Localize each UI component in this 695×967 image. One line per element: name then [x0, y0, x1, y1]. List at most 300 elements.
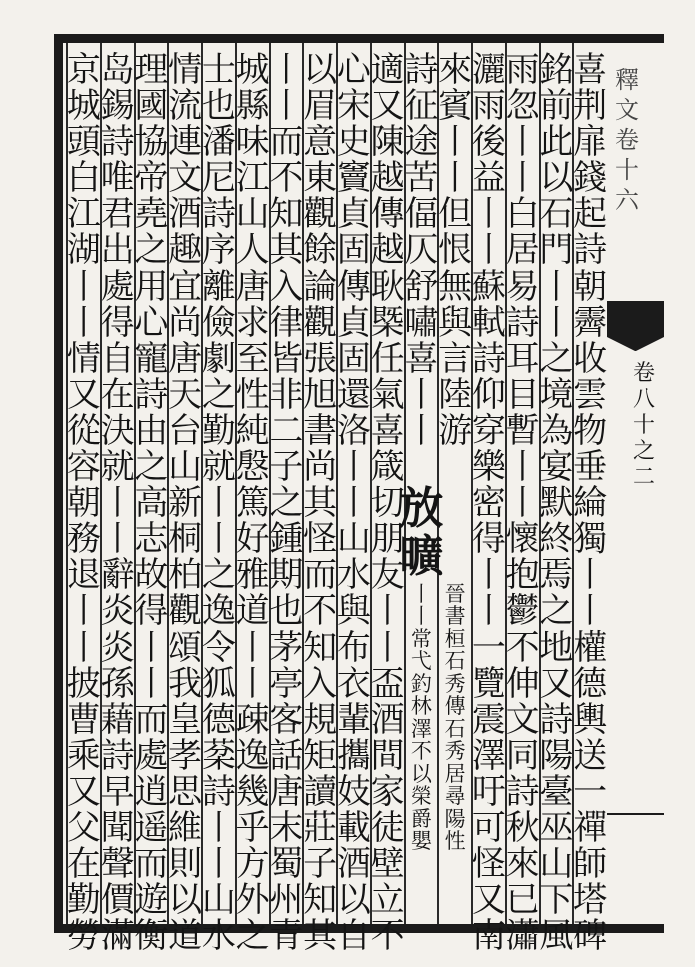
- glyph: 覽: [471, 663, 506, 704]
- glyph: 喜: [573, 50, 608, 90]
- glyph: 洛: [336, 410, 371, 451]
- glyph: 雨: [471, 86, 506, 127]
- glyph: 二: [632, 465, 655, 490]
- glyph: 律: [269, 302, 304, 343]
- glyph: 仰: [471, 374, 506, 415]
- glyph: 心: [336, 50, 371, 90]
- glyph: 其: [269, 230, 304, 271]
- glyph: 知: [303, 880, 338, 921]
- glyph: 瀟: [505, 916, 540, 957]
- glyph: 也: [269, 591, 304, 632]
- glyph: 期: [269, 555, 304, 596]
- glyph: 協: [134, 122, 169, 163]
- glyph: 知: [303, 627, 338, 668]
- glyph: 志: [134, 519, 169, 560]
- glyph: 山: [539, 844, 574, 885]
- glyph: 情: [168, 50, 203, 90]
- glyph: 越: [370, 230, 405, 271]
- glyph: 由: [134, 410, 169, 451]
- annotation-glyph: 尋: [444, 784, 466, 809]
- glyph: 密: [471, 483, 506, 524]
- glyph: 盃: [370, 663, 405, 704]
- glyph: 釋: [615, 66, 639, 94]
- glyph: 銘: [539, 50, 574, 90]
- glyph: 起: [573, 194, 608, 235]
- entry-annotation: [441, 583, 469, 853]
- glyph: 越: [370, 158, 405, 199]
- glyph: 乎: [235, 807, 270, 848]
- annotation-glyph: 丨: [410, 604, 432, 629]
- glyph: 可: [471, 807, 506, 848]
- glyph: 之: [134, 447, 169, 488]
- glyph: 山: [201, 880, 236, 921]
- entry-headword: [395, 485, 447, 581]
- glyph: 慇: [235, 447, 270, 488]
- glyph: 伸: [505, 663, 540, 704]
- glyph: 丨: [505, 158, 540, 199]
- glyph: 好: [235, 519, 270, 560]
- glyph: 君: [100, 194, 135, 235]
- glyph: 默: [539, 483, 574, 524]
- glyph: 地: [539, 627, 574, 668]
- glyph: 思: [168, 771, 203, 812]
- glyph: 適: [370, 50, 405, 90]
- glyph: 風: [539, 916, 574, 957]
- glyph: 又: [539, 663, 574, 704]
- glyph: 逸: [201, 591, 236, 632]
- glyph: 丨: [471, 230, 506, 271]
- annotation-glyph: 石: [444, 716, 466, 741]
- glyph: 朝: [66, 483, 101, 524]
- glyph: 不: [303, 591, 338, 632]
- glyph: 丨: [438, 158, 473, 199]
- glyph: 方: [235, 844, 270, 885]
- glyph: 辭: [100, 555, 135, 596]
- glyph: 六: [615, 186, 639, 214]
- glyph: 心: [134, 302, 169, 343]
- glyph: 震: [471, 699, 506, 740]
- frame-top-border: [54, 34, 664, 43]
- glyph: 二: [269, 410, 304, 451]
- glyph: 棻: [201, 735, 236, 776]
- annotation-glyph: 林: [410, 694, 432, 719]
- glyph: 孝: [168, 735, 203, 776]
- glyph: 偪: [404, 194, 439, 235]
- annotation-glyph: 榮: [410, 784, 432, 809]
- glyph: 之: [201, 374, 236, 415]
- glyph: 垂: [573, 447, 608, 488]
- glyph: 途: [404, 122, 439, 163]
- annotation-glyph: 秀: [444, 739, 466, 764]
- glyph: 帝: [134, 158, 169, 199]
- glyph: 易: [505, 266, 540, 307]
- glyph: 逸: [235, 735, 270, 776]
- glyph: 而: [134, 844, 169, 885]
- glyph: 入: [303, 663, 338, 704]
- glyph: 又: [66, 374, 101, 415]
- glyph: 載: [336, 807, 371, 848]
- glyph: 終: [539, 519, 574, 560]
- glyph: 非: [269, 374, 304, 415]
- glyph: 聞: [100, 807, 135, 848]
- annotation-glyph: 性: [444, 829, 466, 854]
- glyph: 江: [66, 194, 101, 235]
- glyph: 怪: [303, 519, 338, 560]
- glyph: 丨: [404, 410, 439, 451]
- glyph: 丨: [201, 519, 236, 560]
- glyph: 文: [505, 699, 540, 740]
- annotation-glyph: 嬰: [410, 829, 432, 854]
- glyph: 衡: [134, 916, 169, 957]
- glyph: 丨: [100, 483, 135, 524]
- glyph: 末: [269, 807, 304, 848]
- glyph: 竇: [336, 158, 371, 199]
- glyph: 炎: [100, 627, 135, 668]
- glyph: 父: [66, 807, 101, 848]
- glyph: 台: [168, 410, 203, 451]
- glyph: 已: [505, 880, 540, 921]
- glyph: 以: [303, 50, 338, 90]
- glyph: 頭: [66, 122, 101, 163]
- glyph: 勞: [66, 916, 101, 957]
- glyph: 丨: [336, 483, 371, 524]
- glyph: 山: [235, 194, 270, 235]
- glyph: 權: [573, 627, 608, 668]
- glyph: 丨: [235, 627, 270, 668]
- glyph: 朋: [370, 519, 405, 560]
- glyph: 樂: [471, 447, 506, 488]
- glyph: 蘇: [471, 266, 506, 307]
- glyph: 茅: [269, 627, 304, 668]
- fish-tail-notch: [607, 337, 664, 351]
- glyph: 宜: [168, 266, 203, 307]
- glyph: 東: [303, 158, 338, 199]
- glyph: 丨: [471, 555, 506, 596]
- glyph: 之: [269, 483, 304, 524]
- glyph: 疎: [235, 699, 270, 740]
- glyph: 輩: [336, 699, 371, 740]
- annotation-glyph: 弋: [410, 649, 432, 674]
- glyph: 容: [66, 447, 101, 488]
- glyph: 旭: [303, 374, 338, 415]
- glyph: 來: [505, 844, 540, 885]
- glyph: 得: [100, 302, 135, 343]
- glyph: 退: [66, 555, 101, 596]
- glyph: 故: [134, 555, 169, 596]
- glyph: 話: [269, 735, 304, 776]
- glyph: 以: [539, 158, 574, 199]
- glyph: 詩: [201, 194, 236, 235]
- glyph: 之: [201, 555, 236, 596]
- glyph: 丨: [505, 122, 540, 163]
- glyph: 篤: [235, 483, 270, 524]
- glyph: 槩: [370, 302, 405, 343]
- glyph: 物: [573, 410, 608, 451]
- text-column: [61, 50, 107, 957]
- glyph: 狐: [201, 663, 236, 704]
- glyph: 聲: [100, 844, 135, 885]
- annotation-glyph: 陽: [444, 806, 466, 831]
- glyph: 與: [336, 591, 371, 632]
- glyph: 仄: [404, 230, 439, 271]
- center-margin: [607, 43, 664, 924]
- glyph: 收: [573, 338, 608, 379]
- glyph: 之: [539, 591, 574, 632]
- glyph: 連: [168, 122, 203, 163]
- glyph: 知: [269, 194, 304, 235]
- glyph: 天: [168, 374, 203, 415]
- glyph: 雅: [235, 555, 270, 596]
- glyph: 送: [573, 735, 608, 776]
- glyph: 目: [505, 374, 540, 415]
- glyph: 詩: [134, 374, 169, 415]
- glyph: 丨: [100, 519, 135, 560]
- glyph: 塔: [573, 880, 608, 921]
- glyph: 高: [134, 483, 169, 524]
- glyph: 卷: [615, 126, 639, 154]
- glyph: 江: [235, 158, 270, 199]
- glyph: 耳: [505, 338, 540, 379]
- glyph: 不: [370, 916, 405, 957]
- glyph: 又: [471, 880, 506, 921]
- headword-glyph: 放: [399, 483, 444, 535]
- glyph: 以: [168, 880, 203, 921]
- annotation-glyph: 書: [444, 604, 466, 629]
- glyph: 縣: [235, 86, 270, 127]
- glyph: 出: [100, 230, 135, 271]
- glyph: 游: [438, 410, 473, 451]
- glyph: 焉: [539, 555, 574, 596]
- glyph: 暫: [505, 410, 540, 451]
- headword-glyph: 曠: [399, 531, 444, 583]
- glyph: 決: [100, 410, 135, 451]
- glyph: 入: [269, 266, 304, 307]
- glyph: 扉: [573, 122, 608, 163]
- glyph: 而: [303, 555, 338, 596]
- glyph: 滿: [100, 916, 135, 957]
- glyph: 丨: [269, 86, 304, 127]
- glyph: 人: [235, 230, 270, 271]
- glyph: 為: [539, 410, 574, 451]
- glyph: 固: [336, 338, 371, 379]
- annotation-glyph: 丨: [410, 581, 432, 606]
- glyph: 丨: [505, 447, 540, 488]
- glyph: 山: [336, 519, 371, 560]
- glyph: 書: [303, 410, 338, 451]
- glyph: 子: [269, 447, 304, 488]
- glyph: 士: [201, 50, 236, 90]
- juan-number: [625, 361, 663, 491]
- glyph: 怪: [471, 844, 506, 885]
- glyph: 莊: [303, 807, 338, 848]
- glyph: 石: [539, 194, 574, 235]
- glyph: 曹: [66, 699, 101, 740]
- glyph: 我: [168, 663, 203, 704]
- glyph: 觀: [168, 591, 203, 632]
- glyph: 巫: [539, 807, 574, 848]
- glyph: 此: [539, 122, 574, 163]
- glyph: 固: [336, 230, 371, 271]
- glyph: 唯: [100, 158, 135, 199]
- glyph: 道: [235, 591, 270, 632]
- glyph: 維: [168, 807, 203, 848]
- glyph: 丨: [539, 302, 574, 343]
- glyph: 新: [168, 483, 203, 524]
- glyph: 切: [370, 483, 405, 524]
- glyph: 白: [66, 158, 101, 199]
- glyph: 趣: [168, 230, 203, 271]
- glyph: 任: [370, 338, 405, 379]
- glyph: 又: [66, 771, 101, 812]
- glyph: 軾: [471, 302, 506, 343]
- glyph: 立: [370, 880, 405, 921]
- glyph: 丨: [370, 591, 405, 632]
- glyph: 抱: [505, 555, 540, 596]
- glyph: 詩: [100, 122, 135, 163]
- glyph: 陽: [539, 735, 574, 776]
- glyph: 性: [235, 374, 270, 415]
- glyph: 劇: [201, 338, 236, 379]
- glyph: 傳: [370, 194, 405, 235]
- glyph: 詩: [471, 338, 506, 379]
- glyph: 味: [235, 122, 270, 163]
- glyph: 家: [370, 771, 405, 812]
- glyph: 務: [66, 519, 101, 560]
- glyph: 丨: [404, 374, 439, 415]
- glyph: 理: [134, 50, 169, 90]
- annotation-glyph: 石: [444, 649, 466, 674]
- glyph: 前: [539, 86, 574, 127]
- glyph: 唐: [269, 771, 304, 812]
- glyph: 鬱: [505, 591, 540, 632]
- glyph: 與: [438, 302, 473, 343]
- glyph: 丨: [370, 627, 405, 668]
- glyph: 丨: [336, 447, 371, 488]
- glyph: 獨: [573, 519, 608, 560]
- glyph: 亭: [269, 663, 304, 704]
- glyph: 尼: [201, 158, 236, 199]
- glyph: 征: [404, 86, 439, 127]
- glyph: 一: [573, 771, 608, 812]
- glyph: 苦: [404, 158, 439, 199]
- glyph: 城: [235, 50, 270, 90]
- glyph: 又: [370, 86, 405, 127]
- entry-annotation: [407, 583, 435, 853]
- glyph: 丨: [438, 122, 473, 163]
- glyph: 史: [336, 122, 371, 163]
- glyph: 用: [134, 266, 169, 307]
- glyph: 丨: [66, 627, 101, 668]
- glyph: 之: [539, 338, 574, 379]
- glyph: 陳: [370, 122, 405, 163]
- annotation-glyph: 澤: [410, 716, 432, 741]
- annotation-glyph: 居: [444, 761, 466, 786]
- glyph: 穿: [471, 410, 506, 451]
- glyph: 徒: [370, 807, 405, 848]
- glyph: 門: [539, 230, 574, 271]
- glyph: 純: [235, 410, 270, 451]
- glyph: 氣: [370, 374, 405, 415]
- glyph: 幾: [235, 771, 270, 812]
- glyph: 而: [134, 699, 169, 740]
- glyph: 秋: [505, 807, 540, 848]
- glyph: 丨: [471, 194, 506, 235]
- glyph: 儉: [201, 302, 236, 343]
- glyph: 自: [100, 338, 135, 379]
- glyph: 賓: [438, 86, 473, 127]
- glyph: 遥: [134, 807, 169, 848]
- annotation-glyph: 傳: [444, 694, 466, 719]
- glyph: 就: [100, 447, 135, 488]
- glyph: 益: [471, 158, 506, 199]
- glyph: 求: [235, 302, 270, 343]
- glyph: 青: [269, 916, 304, 957]
- glyph: 箴: [370, 447, 405, 488]
- glyph: 山: [168, 447, 203, 488]
- glyph: 舒: [404, 266, 439, 307]
- glyph: 勤: [201, 410, 236, 451]
- glyph: 而: [269, 122, 304, 163]
- glyph: 丨: [201, 844, 236, 885]
- glyph: 境: [539, 374, 574, 415]
- glyph: 同: [505, 735, 540, 776]
- glyph: 灑: [471, 50, 506, 90]
- glyph: 在: [66, 844, 101, 885]
- annotation-glyph: 以: [410, 761, 432, 786]
- glyph: 自: [336, 916, 371, 957]
- glyph: 禪: [573, 807, 608, 848]
- glyph: 衣: [336, 663, 371, 704]
- glyph: 就: [201, 447, 236, 488]
- glyph: 州: [269, 880, 304, 921]
- glyph: 乘: [66, 735, 101, 776]
- glyph: 遊: [134, 880, 169, 921]
- glyph: 詩: [505, 771, 540, 812]
- glyph: 柏: [168, 555, 203, 596]
- glyph: 丨: [134, 663, 169, 704]
- glyph: 序: [201, 230, 236, 271]
- glyph: 文: [168, 158, 203, 199]
- glyph: 後: [471, 122, 506, 163]
- glyph: 至: [235, 338, 270, 379]
- glyph: 鍾: [269, 519, 304, 560]
- annotation-glyph: 不: [410, 739, 432, 764]
- glyph: 白: [505, 194, 540, 235]
- glyph: 價: [100, 880, 135, 921]
- glyph: 陸: [438, 374, 473, 415]
- glyph: 藉: [100, 699, 135, 740]
- glyph: 十: [632, 413, 655, 438]
- glyph: 子: [303, 844, 338, 885]
- glyph: 湖: [66, 230, 101, 271]
- glyph: 張: [303, 338, 338, 379]
- glyph: 丨: [66, 266, 101, 307]
- glyph: 臺: [539, 771, 574, 812]
- glyph: 雲: [573, 374, 608, 415]
- glyph: 觀: [303, 302, 338, 343]
- glyph: 懷: [505, 519, 540, 560]
- glyph: 宋: [336, 86, 371, 127]
- glyph: 得: [471, 519, 506, 560]
- glyph: 澤: [471, 735, 506, 776]
- glyph: 其: [303, 916, 338, 957]
- glyph: 早: [100, 771, 135, 812]
- glyph: 酒: [168, 194, 203, 235]
- glyph: 卷: [632, 361, 655, 386]
- glyph: 則: [168, 844, 203, 885]
- glyph: 規: [303, 699, 338, 740]
- glyph: 錫: [100, 86, 135, 127]
